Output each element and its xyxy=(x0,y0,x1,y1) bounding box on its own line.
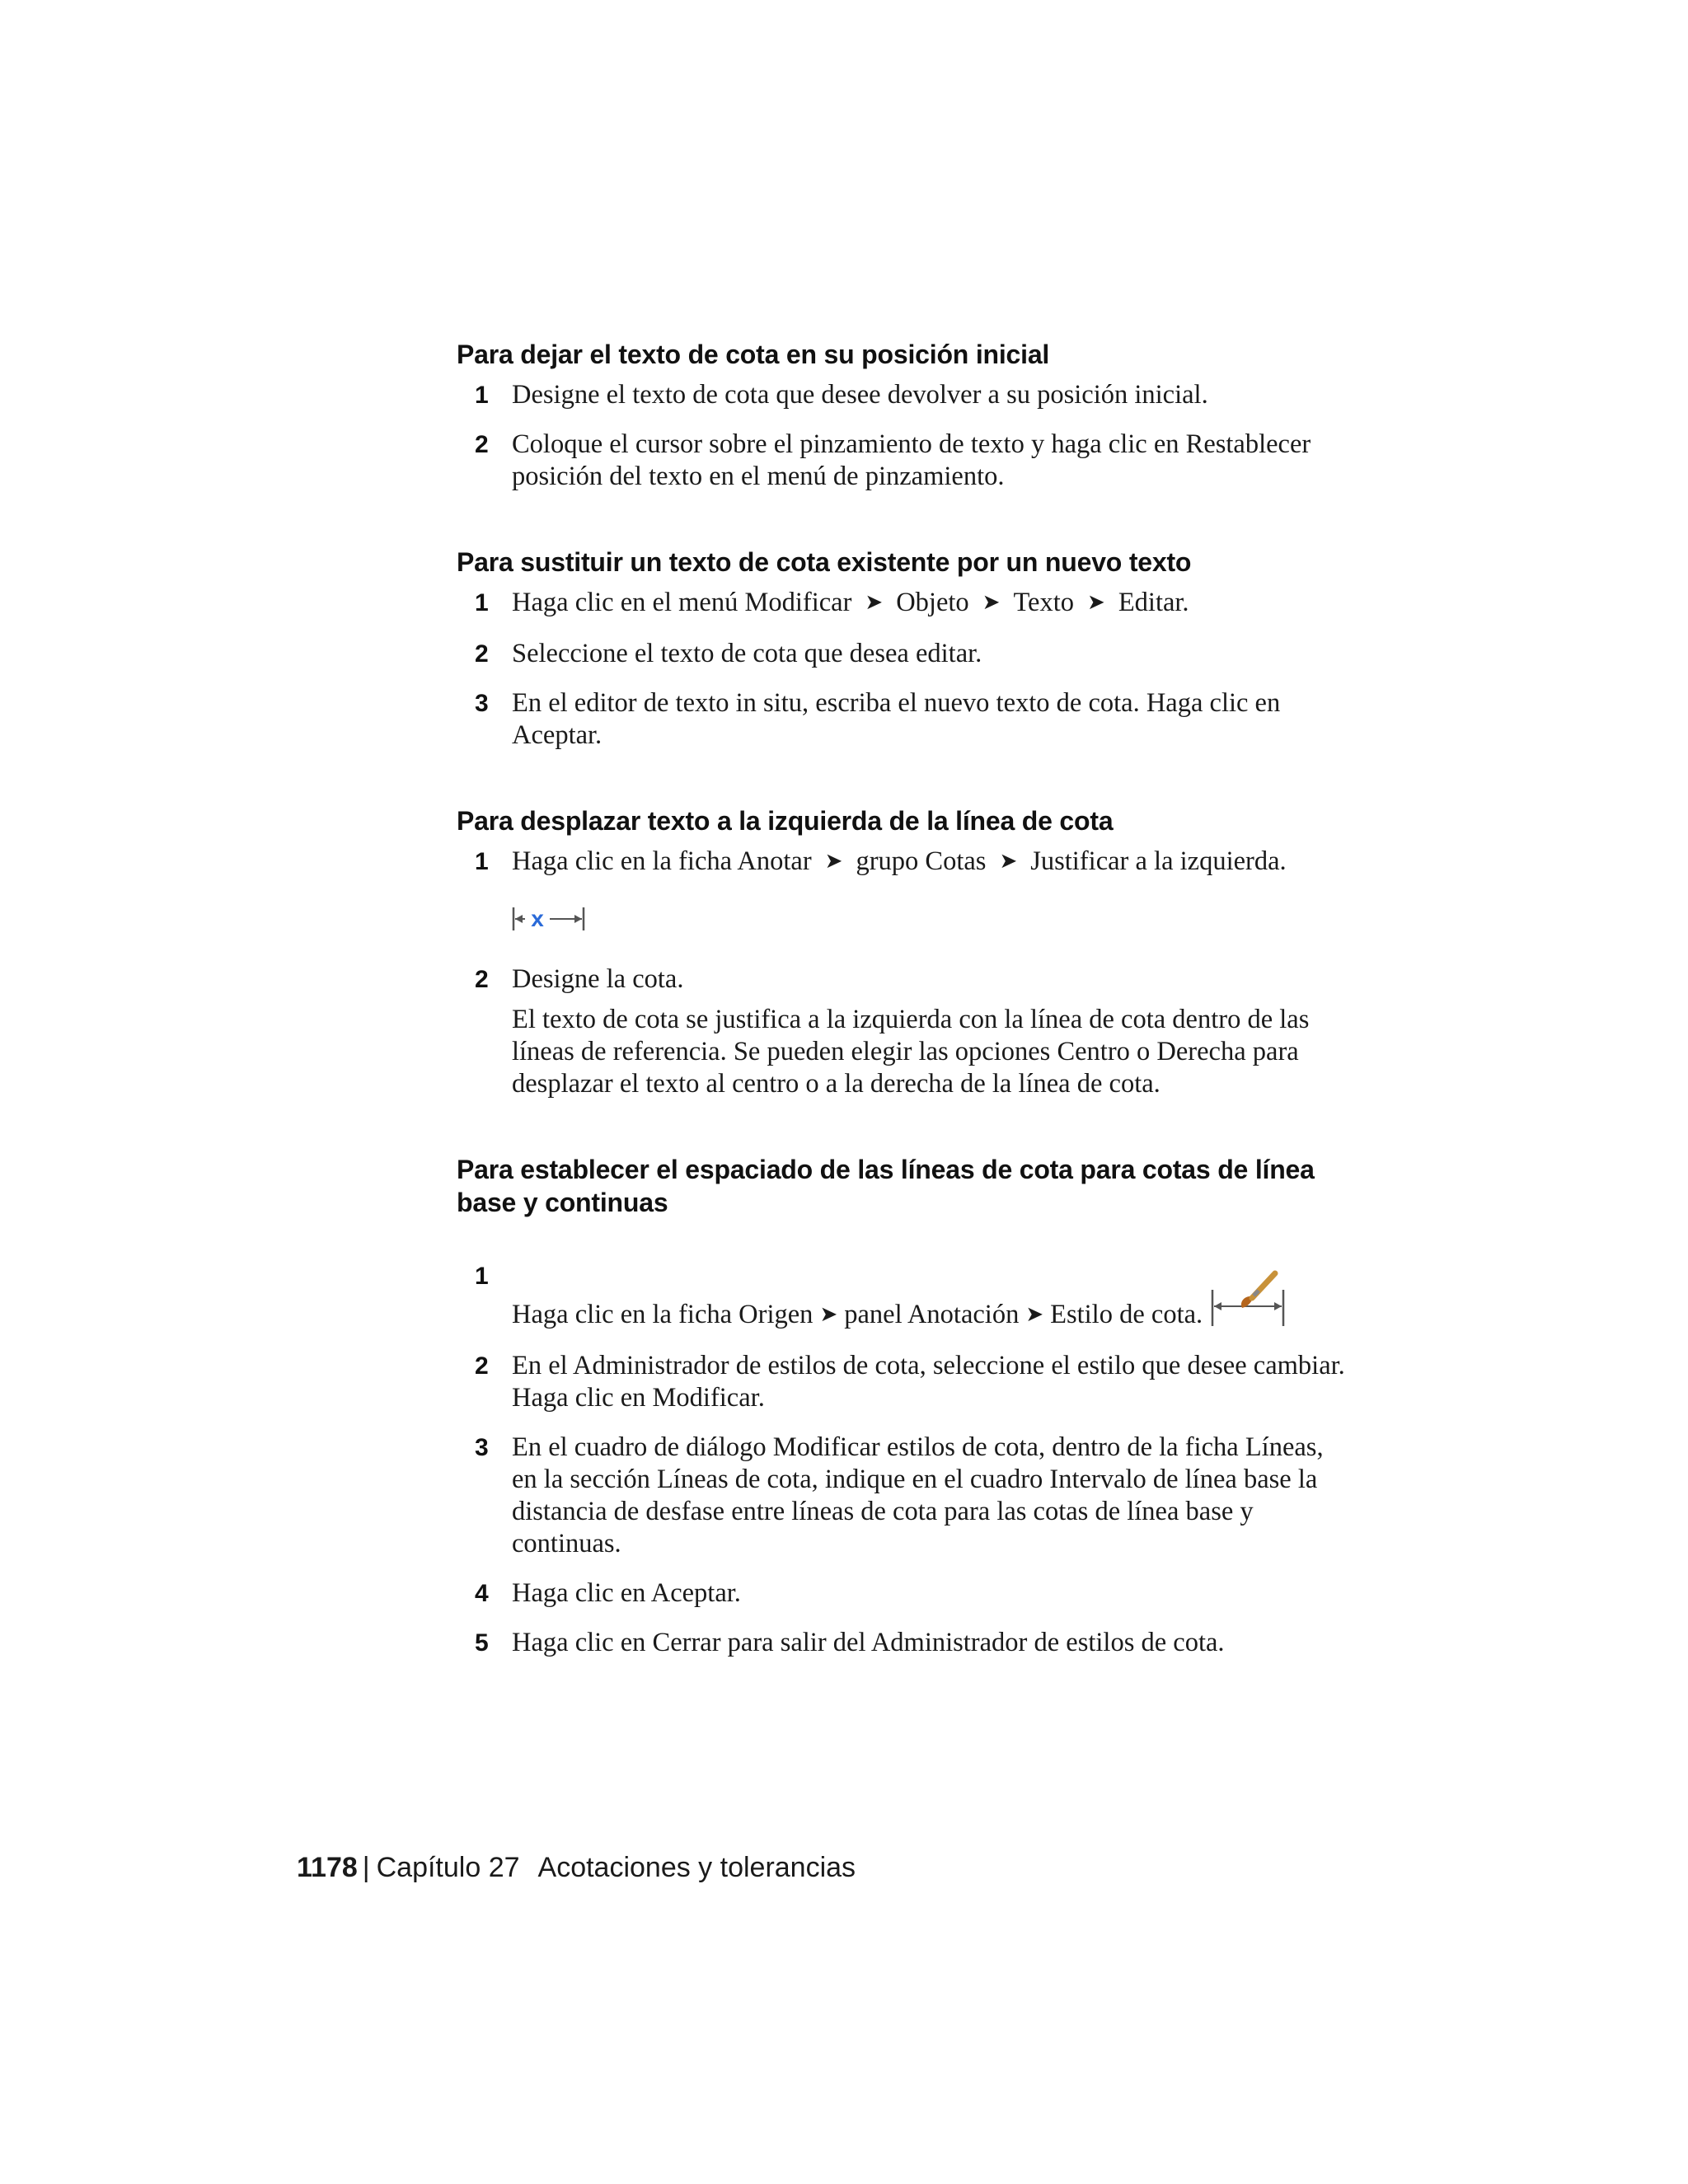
chapter-title: Acotaciones y tolerancias xyxy=(537,1852,856,1883)
section-reset-text-position xyxy=(457,338,1347,493)
menu-path-part: Texto xyxy=(1013,588,1075,617)
step-item xyxy=(457,1432,1347,1560)
footer-separator: | xyxy=(362,1852,370,1883)
step-number: 2 xyxy=(475,431,489,458)
svg-text:x: x xyxy=(531,906,544,931)
step-note: El texto de cota se justifica a la izquierda con la línea de cota dentro de las líneas de referencia. Se pueden elegir las opciones Centro o Derecha para desplazar el texto al centro o a la derecha de la línea de cota. xyxy=(512,1005,1310,1099)
section-baseline-spacing xyxy=(457,1153,1347,1659)
step-number: 1 xyxy=(475,1263,489,1290)
menu-path-part: Objeto xyxy=(896,588,969,617)
step-list xyxy=(457,1260,1347,1659)
step-number: 5 xyxy=(475,1629,489,1657)
page-footer xyxy=(297,1849,856,1886)
step-number: 4 xyxy=(475,1580,489,1607)
step-text: Designe la cota. xyxy=(512,964,684,994)
step-item xyxy=(457,429,1347,493)
step-number: 1 xyxy=(475,382,489,409)
menu-path xyxy=(512,587,1347,621)
step-number: 2 xyxy=(475,640,489,668)
menu-path-part: Justificar a la izquierda. xyxy=(1030,846,1287,876)
section-heading: Para dejar el texto de cota en su posición inicial xyxy=(457,340,1050,369)
arrow-right-icon: ➤ xyxy=(824,849,843,874)
step-text: Coloque el cursor sobre el pinzamiento de texto y haga clic en Restablecer posición del texto en el menú de pinzamiento. xyxy=(512,429,1311,491)
step-text: Designe el texto de cota que desee devolver a su posición inicial. xyxy=(512,380,1208,410)
menu-path-part: Haga clic en la ficha Anotar xyxy=(512,846,812,876)
step-item xyxy=(457,846,1347,934)
step-list xyxy=(457,587,1347,752)
arrow-right-icon: ➤ xyxy=(865,590,884,615)
page-number: 1178 xyxy=(297,1852,358,1883)
menu-path-part: Haga clic en la ficha Origen xyxy=(512,1300,814,1329)
section-replace-text xyxy=(457,546,1347,752)
step-item xyxy=(457,1260,1347,1333)
step-number: 2 xyxy=(475,966,489,993)
step-text: En el cuadro de diálogo Modificar estilos de cota, dentro de la ficha Líneas, en la sección Líneas de cota, indique en el cuadro Intervalo de línea base la distancia de desfase entre líneas de cota para las cotas de línea base y continuas. xyxy=(512,1432,1324,1558)
dimension-style-icon xyxy=(1209,1265,1287,1329)
step-item xyxy=(457,379,1347,411)
step-item xyxy=(457,1350,1347,1414)
page-content xyxy=(457,338,1347,1712)
step-item xyxy=(457,1577,1347,1610)
menu-path xyxy=(512,1260,1347,1333)
arrow-right-icon: ➤ xyxy=(1087,590,1105,615)
menu-path-part: Estilo de cota. xyxy=(1050,1300,1203,1329)
step-item xyxy=(457,638,1347,670)
arrow-right-icon: ➤ xyxy=(982,590,1001,615)
menu-path-part: Haga clic en el menú Modificar xyxy=(512,588,852,617)
step-number: 1 xyxy=(475,589,489,616)
step-number: 1 xyxy=(475,848,489,875)
step-text: Haga clic en Aceptar. xyxy=(512,1578,741,1608)
section-heading: Para sustituir un texto de cota existente por un nuevo texto xyxy=(457,547,1192,577)
menu-path-part: grupo Cotas xyxy=(856,846,987,876)
step-item xyxy=(457,687,1347,752)
step-item xyxy=(457,963,1347,1100)
arrow-right-icon: ➤ xyxy=(819,1302,838,1327)
section-justify-left xyxy=(457,804,1347,1100)
step-list xyxy=(457,379,1347,493)
step-number: 3 xyxy=(475,1434,489,1461)
step-item xyxy=(457,1627,1347,1659)
step-text: En el editor de texto in situ, escriba el nuevo texto de cota. Haga clic en Aceptar. xyxy=(512,688,1281,750)
step-text: Haga clic en Cerrar para salir del Administrador de estilos de cota. xyxy=(512,1628,1225,1657)
arrow-right-icon: ➤ xyxy=(999,849,1018,874)
step-number: 3 xyxy=(475,690,489,717)
chapter-label: Capítulo 27 xyxy=(376,1852,520,1883)
step-item xyxy=(457,587,1347,621)
menu-path-part: Editar. xyxy=(1118,588,1189,617)
section-heading: Para desplazar texto a la izquierda de la línea de cota xyxy=(457,806,1114,836)
step-text: En el Administrador de estilos de cota, seleccione el estilo que desee cambiar. Haga clic en Modificar. xyxy=(512,1351,1345,1413)
section-heading: Para establecer el espaciado de las líneas de cota para cotas de línea base y continuas xyxy=(457,1155,1315,1217)
menu-path-part: panel Anotación xyxy=(844,1300,1020,1329)
step-list xyxy=(457,846,1347,1100)
step-number: 2 xyxy=(475,1352,489,1380)
step-text: Seleccione el texto de cota que desea editar. xyxy=(512,639,982,668)
justify-left-icon xyxy=(512,904,586,934)
arrow-right-icon: ➤ xyxy=(1025,1302,1044,1327)
menu-path xyxy=(512,846,1347,879)
